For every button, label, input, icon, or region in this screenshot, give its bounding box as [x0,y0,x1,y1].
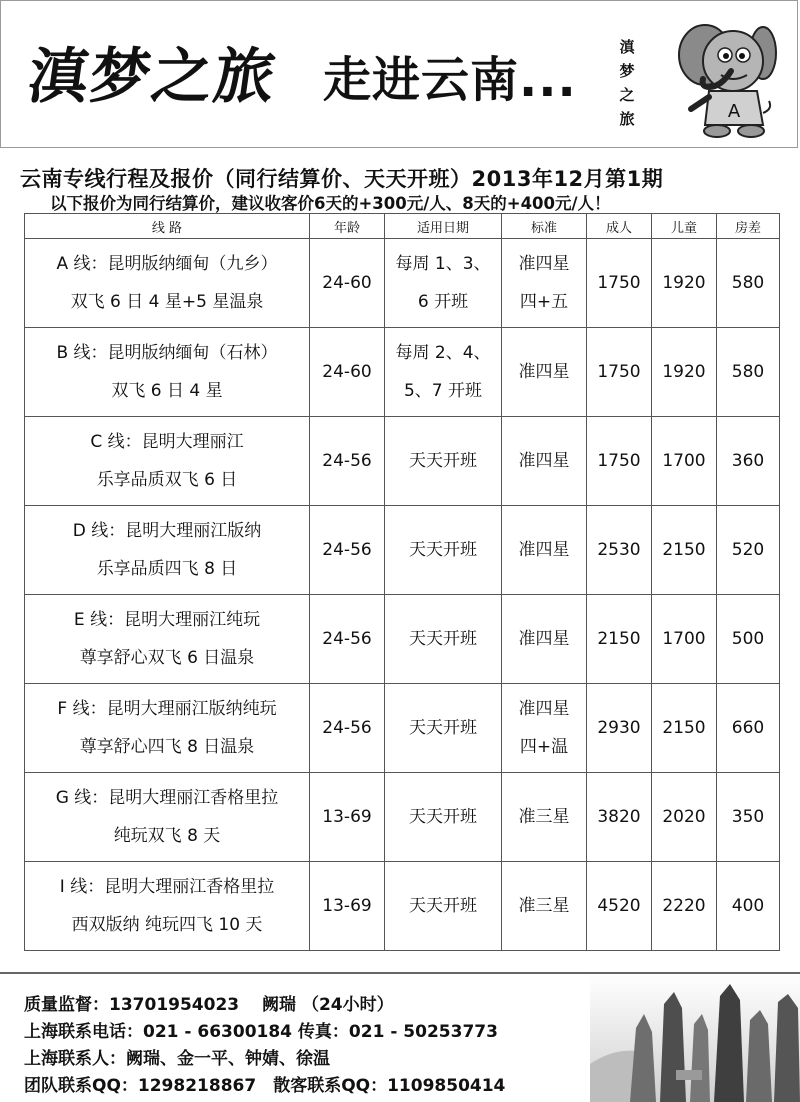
price-note: 以下报价为同行结算价，建议收客价6天的+300元/人、8天的+400元/人！ [50,194,611,213]
table-row [25,239,780,328]
adult-price-cell: 2930 [587,684,652,773]
age-cell: 13-69 [310,773,385,862]
child-price-cell: 2020 [652,773,717,862]
age-cell: 24-56 [310,417,385,506]
contact-footer [0,972,800,1102]
col-header-age: 年龄 [310,214,385,239]
child-price-cell: 1920 [652,239,717,328]
route-cell: D 线：昆明大理丽江版纳 乐享品质四飞 8 日 [25,506,310,595]
col-header-standard: 标准 [502,214,587,239]
table-row [25,773,780,862]
age-cell: 13-69 [310,862,385,951]
dates-cell: 每周 1、3、 6 开班 [385,239,502,328]
adult-price-cell: 2150 [587,595,652,684]
dates-cell: 天天开班 [385,862,502,951]
header-banner [0,0,798,148]
dates-cell: 天天开班 [385,684,502,773]
standard-cell: 准四星 [502,595,587,684]
adult-price-cell: 2530 [587,506,652,595]
route-cell: I 线：昆明大理丽江香格里拉 西双版纳 纯玩四飞 10 天 [25,862,310,951]
room-diff-cell: 520 [717,506,780,595]
brand-vertical-char: 滇 [619,38,635,56]
standard-cell: 准四星 四+五 [502,239,587,328]
table-row [25,862,780,951]
standard-cell: 准四星 [502,328,587,417]
table-header-row [25,214,780,239]
table-row [25,506,780,595]
child-price-cell: 2150 [652,684,717,773]
table-row [25,595,780,684]
room-diff-cell: 360 [717,417,780,506]
brand-logo-text: 滇梦之旅 [23,42,282,112]
age-cell: 24-60 [310,239,385,328]
age-cell: 24-56 [310,684,385,773]
brand-vertical-char: 之 [619,86,635,104]
age-cell: 24-60 [310,328,385,417]
dates-cell: 天天开班 [385,595,502,684]
contact-qq: 团队联系QQ：1298218867 散客联系QQ：1109850414 [24,1076,506,1096]
stone-forest-image-icon [590,974,800,1102]
age-cell: 24-56 [310,506,385,595]
dates-cell: 天天开班 [385,506,502,595]
route-cell: E 线：昆明大理丽江纯玩 尊享舒心双飞 6 日温泉 [25,595,310,684]
page-title: 云南专线行程及报价（同行结算价、天天开班）2013年12月第1期 [20,167,664,191]
table-row [25,328,780,417]
dates-cell: 每周 2、4、 5、7 开班 [385,328,502,417]
brand-slogan: 走进云南... [323,52,577,108]
child-price-cell: 1700 [652,417,717,506]
standard-cell: 准三星 [502,773,587,862]
price-table [24,213,780,951]
brand-vertical-text [615,35,639,131]
col-header-child: 儿童 [652,214,717,239]
col-header-dates: 适用日期 [385,214,502,239]
col-header-adult: 成人 [587,214,652,239]
standard-cell: 准三星 [502,862,587,951]
room-diff-cell: 350 [717,773,780,862]
route-cell: B 线：昆明版纳缅甸（石林） 双飞 6 日 4 星 [25,328,310,417]
child-price-cell: 1920 [652,328,717,417]
adult-price-cell: 1750 [587,239,652,328]
elephant-mascot-icon [665,17,777,141]
adult-price-cell: 1750 [587,328,652,417]
contact-phone: 上海联系电话：021 - 66300184 传真：021 - 50253773 [24,1022,498,1042]
room-diff-cell: 580 [717,239,780,328]
col-header-room: 房差 [717,214,780,239]
table-row [25,417,780,506]
adult-price-cell: 3820 [587,773,652,862]
child-price-cell: 2220 [652,862,717,951]
child-price-cell: 1700 [652,595,717,684]
child-price-cell: 2150 [652,506,717,595]
brand-vertical-char: 旅 [619,110,635,128]
table-row [25,684,780,773]
quality-supervision: 质量监督：13701954023 阙瑞 （24小时） [24,995,394,1015]
svg-text:A: A [727,101,741,122]
route-cell: C 线：昆明大理丽江 乐享品质双飞 6 日 [25,417,310,506]
dates-cell: 天天开班 [385,417,502,506]
brand-vertical-char: 梦 [619,62,635,80]
contact-persons: 上海联系人：阙瑞、金一平、钟婧、徐温 [24,1049,330,1069]
standard-cell: 准四星 四+温 [502,684,587,773]
route-cell: G 线：昆明大理丽江香格里拉 纯玩双飞 8 天 [25,773,310,862]
col-header-route: 线 路 [25,214,310,239]
standard-cell: 准四星 [502,417,587,506]
room-diff-cell: 400 [717,862,780,951]
standard-cell: 准四星 [502,506,587,595]
room-diff-cell: 580 [717,328,780,417]
route-cell: A 线：昆明版纳缅甸（九乡） 双飞 6 日 4 星+5 星温泉 [25,239,310,328]
route-cell: F 线：昆明大理丽江版纳纯玩 尊享舒心四飞 8 日温泉 [25,684,310,773]
room-diff-cell: 660 [717,684,780,773]
room-diff-cell: 500 [717,595,780,684]
adult-price-cell: 1750 [587,417,652,506]
dates-cell: 天天开班 [385,773,502,862]
age-cell: 24-56 [310,595,385,684]
adult-price-cell: 4520 [587,862,652,951]
